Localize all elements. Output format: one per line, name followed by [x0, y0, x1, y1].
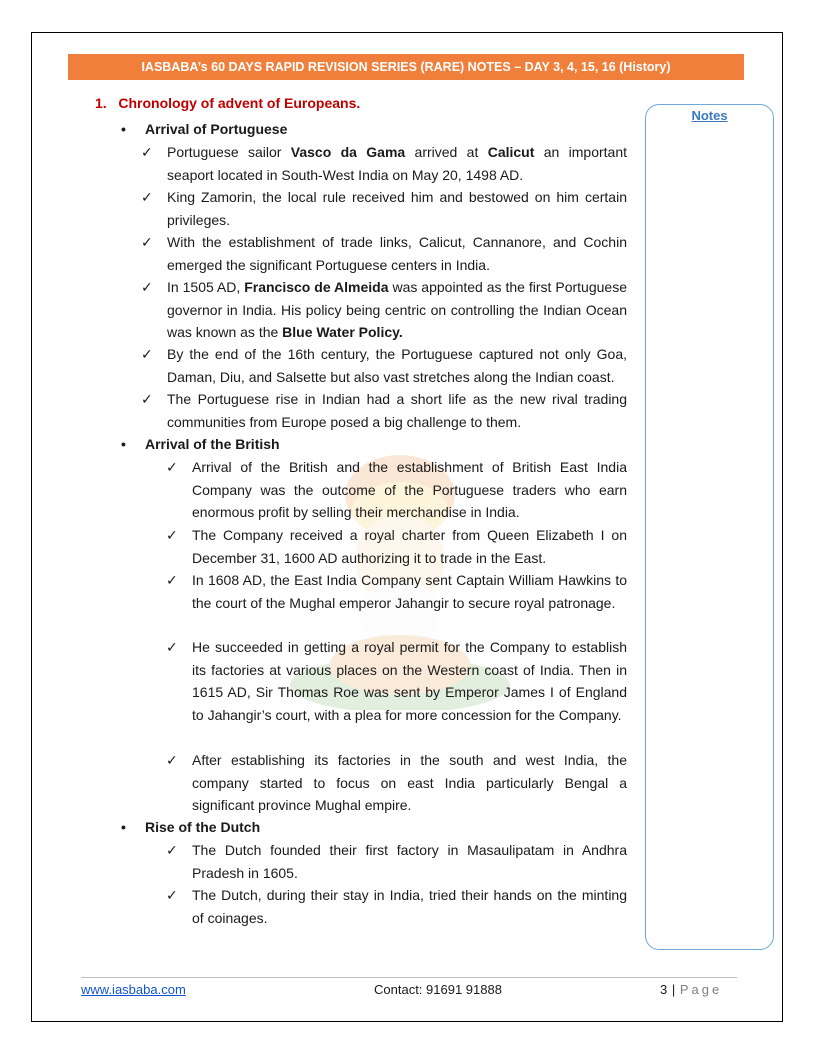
page-number: 3 — [660, 982, 668, 997]
section-number: 1. — [95, 95, 107, 111]
checkmark-icon: ✓ — [166, 639, 178, 655]
group-heading-portuguese: • Arrival of Portuguese — [121, 121, 288, 137]
section-heading — [95, 95, 360, 111]
list-item: ✓ He succeeded in getting a royal permit for the Company to establish its factories at various places on the Western coast of India. Then in 1615 AD, Sir Thomas Roe was sent by Emperor James I of England to Jahangir’s court, with a plea for more concession for the Company. — [192, 636, 627, 726]
bullet-icon: • — [121, 819, 126, 835]
header-title: IASBABA’s 60 DAYS RAPID REVISION SERIES (RARE) NOTES – DAY 3, 4, 15, 16 (History) — [141, 60, 671, 74]
section-title: Chronology of advent of Europeans. — [118, 95, 361, 111]
checkmark-icon: ✓ — [141, 279, 153, 295]
list-item: ✓ By the end of the 16th century, the Portuguese captured not only Goa, Daman, Diu, and Salsette but also vast stretches along the Indian coast. — [167, 343, 627, 388]
list-item: ✓ The Dutch founded their first factory in Masaulipatam in Andhra Pradesh in 1605. — [192, 839, 627, 884]
checkmark-icon: ✓ — [141, 391, 153, 407]
checkmark-icon: ✓ — [166, 752, 178, 768]
checkmark-icon: ✓ — [166, 459, 178, 475]
group-heading-british: • Arrival of the British — [121, 436, 280, 452]
list-item: ✓ Arrival of the British and the establishment of British East India Company was the outcome of the Portuguese traders who earn enormous profit by selling their merchandise in India. — [192, 456, 627, 524]
list-item: ✓ King Zamorin, the local rule received him and bestowed on him certain privileges. — [167, 186, 627, 231]
page-indicator — [660, 982, 722, 997]
footer-divider — [81, 977, 737, 978]
bullet-icon: • — [121, 436, 126, 452]
list-item: ✓ In 1505 AD, Francisco de Almeida was appointed as the first Portuguese governor in India. His policy being centric on controlling the Indian Ocean was known as the Blue Water Policy. — [167, 276, 627, 344]
list-item: ✓ After establishing its factories in the south and west India, the company started to focus on east India particularly Bengal a significant province Mughal empire. — [192, 749, 627, 817]
list-item: ✓ The Company received a royal charter from Queen Elizabeth I on December 31, 1600 AD authorizing it to trade in the East. — [192, 524, 627, 569]
list-item: ✓ Portuguese sailor Vasco da Gama arrived at Calicut an important seaport located in South-West India on May 20, 1498 AD. — [167, 141, 627, 186]
list-item: ✓ The Portuguese rise in Indian had a short life as the new rival trading communities from Europe posed a big challenge to them. — [167, 388, 627, 433]
checkmark-icon: ✓ — [166, 527, 178, 543]
checkmark-icon: ✓ — [141, 189, 153, 205]
contact-info: Contact: 91691 91888 — [374, 982, 502, 997]
checkmark-icon: ✓ — [166, 572, 178, 588]
checkmark-icon: ✓ — [166, 842, 178, 858]
header-banner — [68, 54, 744, 80]
list-item: ✓ In 1608 AD, the East India Company sent Captain William Hawkins to the court of the Mughal emperor Jahangir to secure royal patronage. — [192, 569, 627, 614]
notes-panel — [645, 104, 774, 950]
checkmark-icon: ✓ — [141, 144, 153, 160]
notes-title: Notes — [691, 108, 728, 123]
page-label: Page — [679, 982, 723, 997]
bullet-icon: • — [121, 121, 126, 137]
group-heading-dutch: • Rise of the Dutch — [121, 819, 261, 835]
list-item: ✓ The Dutch, during their stay in India, tried their hands on the minting of coinages. — [192, 884, 627, 929]
page-separator: | — [667, 982, 680, 997]
list-item: ✓ With the establishment of trade links, Calicut, Cannanore, and Cochin emerged the significant Portuguese centers in India. — [167, 231, 627, 276]
checkmark-icon: ✓ — [141, 346, 153, 362]
checkmark-icon: ✓ — [141, 234, 153, 250]
checkmark-icon: ✓ — [166, 887, 178, 903]
website-link[interactable]: www.iasbaba.com — [81, 982, 186, 997]
